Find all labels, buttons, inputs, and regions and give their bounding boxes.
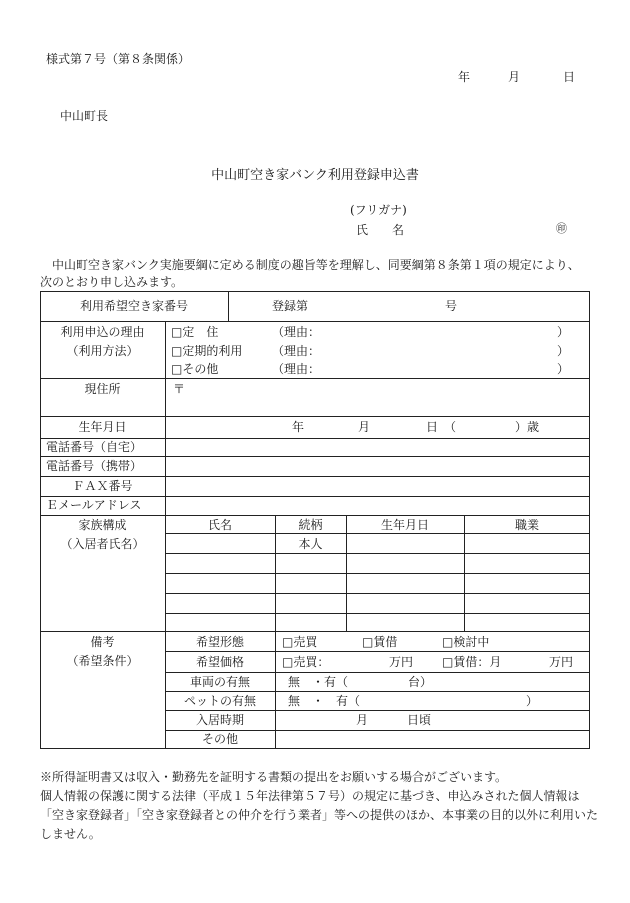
desired-number-label: 利用希望空き家番号 <box>79 299 188 313</box>
applicant-name-label: 氏 名 <box>356 223 405 237</box>
remarks-sublabel: （希望条件） <box>66 654 139 668</box>
remarks-label: 備考 <box>90 635 115 649</box>
purpose-reason-close: ） <box>557 362 570 376</box>
purpose-reason-close: ） <box>557 325 570 339</box>
purpose-label: 利用申込の理由 <box>60 325 145 339</box>
price-rent[interactable]: □賃借：月 <box>442 655 502 669</box>
date-month: 月 <box>508 70 521 84</box>
fax-label: ＦＡＸ番号 <box>72 479 133 493</box>
birth-date-label: 生年月日 <box>78 420 127 434</box>
phone-home-label: 電話番号（自宅） <box>46 440 143 454</box>
seal-mark: ㊞ <box>556 222 567 235</box>
purpose-reason-close: ） <box>557 344 570 358</box>
price-sale[interactable]: □売買： <box>282 655 330 669</box>
postal-mark: 〒 <box>173 382 186 396</box>
birth-day: 日 （ <box>426 420 457 434</box>
note-income-proof: ※所得証明書又は収入・勤務先を証明する書類の提出をお願いする場合がございます。 <box>40 770 508 784</box>
purpose-option-other[interactable]: □その他 <box>171 362 219 376</box>
desired-form-rent[interactable]: □賃借 <box>362 635 398 649</box>
family-self: 本人 <box>298 537 323 551</box>
birth-month: 月 <box>358 420 371 434</box>
family-sublabel: （入居者氏名） <box>60 537 145 551</box>
form-number: 様式第７号（第８条関係） <box>46 52 191 66</box>
furigana-label: (フリガナ) <box>350 203 407 217</box>
price-sale-unit: 万円 <box>389 655 414 669</box>
desired-form-undecided[interactable]: □検討中 <box>442 635 490 649</box>
vehicle-label: 車両の有無 <box>189 675 250 689</box>
registration-prefix: 登録第 <box>272 299 309 313</box>
page-title: 中山町空き家バンク利用登録申込書 <box>211 168 419 183</box>
move-in-period: 日頃 <box>407 713 432 727</box>
date-line <box>458 68 583 85</box>
address-label: 現住所 <box>84 382 121 396</box>
purpose-reason-periodic: （理由： <box>272 344 321 358</box>
birth-age: ）歳 <box>515 420 540 434</box>
desired-form-sale[interactable]: □売買 <box>282 635 318 649</box>
price-rent-unit: 万円 <box>549 655 574 669</box>
purpose-reason-residence: （理由： <box>272 325 321 339</box>
pet-close: ） <box>526 694 539 708</box>
purpose-sublabel: （利用方法） <box>66 344 139 358</box>
move-in-label: 入居時期 <box>195 713 244 727</box>
family-header-birthdate: 生年月日 <box>380 518 429 532</box>
family-label: 家族構成 <box>78 518 127 532</box>
date-year: 年 <box>458 70 471 84</box>
phone-mobile-label: 電話番号（携帯） <box>46 459 143 473</box>
desired-form-label: 希望形態 <box>195 635 244 649</box>
addressee: 中山町長 <box>60 109 109 123</box>
vehicle-unit: 台） <box>408 675 433 689</box>
birth-year: 年 <box>292 420 305 434</box>
note-privacy: 個人情報の保護に関する法律（平成１５年法律第５７号）の規定に基づき、申込みされた個人情報は「空き家登録者」「空き家登録者との仲介を行う業者」等への提供のほか、本事業の目的以外に利用いたしません。 <box>40 789 599 841</box>
registration-suffix: 号 <box>445 299 458 313</box>
date-day: 日 <box>563 70 576 84</box>
vehicle-value[interactable]: 無 ・有（ <box>288 675 349 689</box>
family-header-name: 氏名 <box>207 518 232 532</box>
desired-price-label: 希望価格 <box>195 655 244 669</box>
move-in-month: 月 <box>356 713 369 727</box>
pet-value[interactable]: 無 ・ 有（ <box>288 694 361 708</box>
email-label: Ｅメールアドレス <box>46 498 142 512</box>
other-label: その他 <box>201 732 238 746</box>
family-header-occupation: 職業 <box>514 518 539 532</box>
intro-text: 中山町空き家バンク実施要綱に定める制度の趣旨等を理解し、同要綱第８条第１項の規定により、次のとおり申し込みます。 <box>40 258 580 289</box>
notes <box>40 768 600 844</box>
family-header-relation: 続柄 <box>298 518 323 532</box>
pet-label: ペットの有無 <box>183 694 256 708</box>
purpose-option-periodic[interactable]: □定期的利用 <box>171 344 243 358</box>
purpose-reason-other: （理由： <box>272 362 321 376</box>
application-table <box>40 291 590 749</box>
purpose-option-residence[interactable]: □定 住 <box>171 325 219 339</box>
